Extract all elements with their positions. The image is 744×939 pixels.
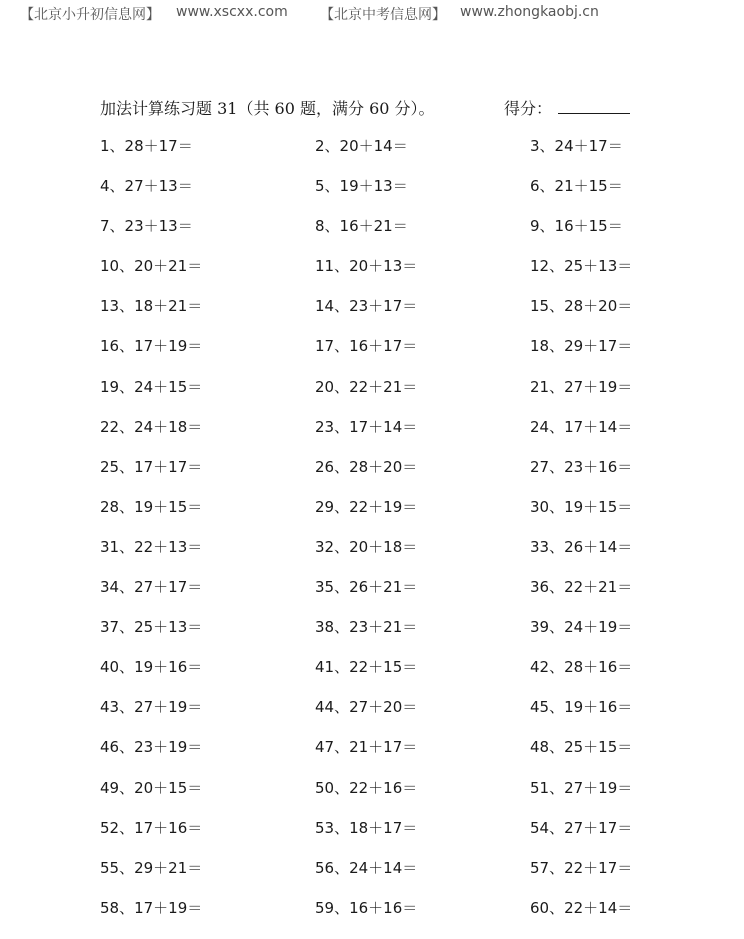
site-name-xscxx: 【北京小升初信息网】 <box>20 7 160 23</box>
problem-item: 32、20＋18＝ <box>315 537 418 556</box>
problem-item: 59、16＋16＝ <box>315 898 418 917</box>
problem-item: 12、25＋13＝ <box>530 257 633 276</box>
problem-item: 50、22＋16＝ <box>315 778 418 797</box>
problem-item: 58、17＋19＝ <box>100 898 203 917</box>
problem-item: 52、17＋16＝ <box>100 818 203 837</box>
problem-item: 27、23＋16＝ <box>530 457 633 476</box>
problem-item: 53、18＋17＝ <box>315 818 418 837</box>
title-row <box>100 96 700 118</box>
page-header <box>20 4 740 26</box>
problem-item: 39、24＋19＝ <box>530 618 633 637</box>
problem-item: 10、20＋21＝ <box>100 257 203 276</box>
problem-item: 24、17＋14＝ <box>530 417 633 436</box>
problem-item: 42、28＋16＝ <box>530 658 633 677</box>
problem-item: 11、20＋13＝ <box>315 257 418 276</box>
problem-item: 48、25＋15＝ <box>530 738 633 757</box>
problem-item: 57、22＋17＝ <box>530 858 633 877</box>
problem-item: 14、23＋17＝ <box>315 297 418 316</box>
problem-item: 15、28＋20＝ <box>530 297 633 316</box>
worksheet-title: 加法计算练习题 31（共 60 题，满分 60 分）。 <box>100 99 435 118</box>
problem-item: 38、23＋21＝ <box>315 618 418 637</box>
problem-item: 46、23＋19＝ <box>100 738 203 757</box>
problem-item: 18、29＋17＝ <box>530 337 633 356</box>
problem-item: 55、29＋21＝ <box>100 858 203 877</box>
problem-item: 43、27＋19＝ <box>100 698 203 717</box>
problem-item: 20、22＋21＝ <box>315 377 418 396</box>
site-url-xscxx: www.xscxx.com <box>176 4 288 20</box>
score-label: 得分： <box>504 99 553 118</box>
problem-item: 3、24＋17＝ <box>530 137 623 155</box>
problem-item: 7、23＋13＝ <box>100 217 193 236</box>
problem-item: 9、16＋15＝ <box>530 217 623 236</box>
problem-item: 21、27＋19＝ <box>530 377 633 396</box>
problem-item: 28、19＋15＝ <box>100 497 203 516</box>
problem-grid <box>100 136 700 938</box>
problem-item: 8、16＋21＝ <box>315 217 408 236</box>
problem-item: 19、24＋15＝ <box>100 377 203 396</box>
problem-item: 13、18＋21＝ <box>100 297 203 316</box>
problem-item: 4、27＋13＝ <box>100 177 193 196</box>
problem-item: 25、17＋17＝ <box>100 457 203 476</box>
problem-item: 56、24＋14＝ <box>315 858 418 877</box>
problem-item: 31、22＋13＝ <box>100 537 203 556</box>
problem-item: 35、26＋21＝ <box>315 578 418 597</box>
problem-item: 16、17＋19＝ <box>100 337 203 356</box>
score-blank-line <box>558 113 630 114</box>
problem-item: 1、28＋17＝ <box>100 137 193 155</box>
problem-item: 23、17＋14＝ <box>315 417 418 436</box>
problem-item: 5、19＋13＝ <box>315 177 408 196</box>
problem-item: 41、22＋15＝ <box>315 658 418 677</box>
site-name-zhongkao: 【北京中考信息网】 <box>320 7 446 23</box>
site-url-zhongkao: www.zhongkaobj.cn <box>460 4 599 20</box>
problem-item: 6、21＋15＝ <box>530 177 623 196</box>
problem-item: 17、16＋17＝ <box>315 337 418 356</box>
problem-item: 49、20＋15＝ <box>100 778 203 797</box>
problem-item: 40、19＋16＝ <box>100 658 203 677</box>
problem-item: 30、19＋15＝ <box>530 497 633 516</box>
problem-item: 60、22＋14＝ <box>530 898 633 917</box>
problem-item: 36、22＋21＝ <box>530 578 633 597</box>
problem-item: 29、22＋19＝ <box>315 497 418 516</box>
problem-item: 45、19＋16＝ <box>530 698 633 717</box>
problem-item: 37、25＋13＝ <box>100 618 203 637</box>
problem-item: 22、24＋18＝ <box>100 417 203 436</box>
problem-item: 2、20＋14＝ <box>315 137 408 155</box>
problem-item: 26、28＋20＝ <box>315 457 418 476</box>
problem-item: 33、26＋14＝ <box>530 537 633 556</box>
problem-item: 54、27＋17＝ <box>530 818 633 837</box>
problem-item: 47、21＋17＝ <box>315 738 418 757</box>
problem-item: 44、27＋20＝ <box>315 698 418 717</box>
problem-item: 51、27＋19＝ <box>530 778 633 797</box>
problem-item: 34、27＋17＝ <box>100 578 203 597</box>
